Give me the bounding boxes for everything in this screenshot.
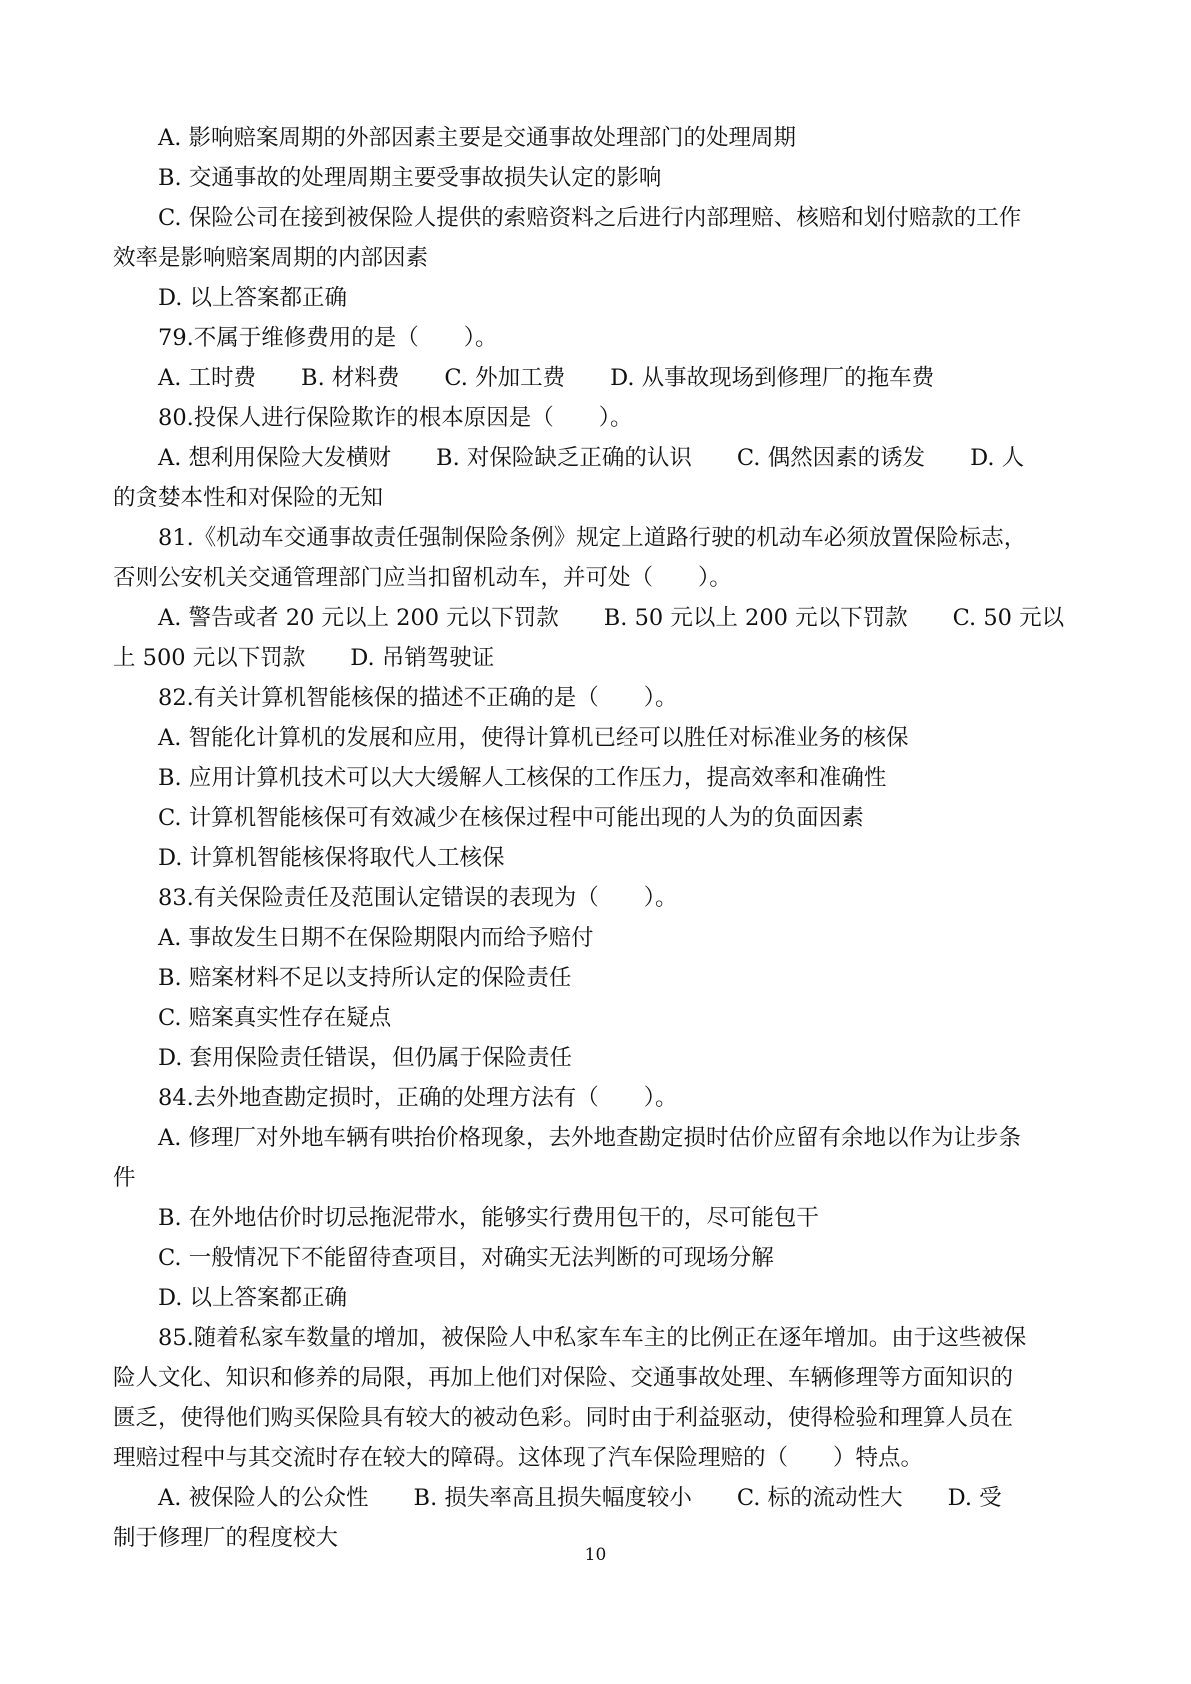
options-81: A. 警告或者 20 元以上 200 元以下罚款 B. 50 元以上 200 元以下罚款 C. 50 元以 xyxy=(158,605,1065,631)
option-line: A. 智能化计算机的发展和应用，使得计算机已经可以胜任对标准业务的核保 xyxy=(158,725,909,751)
option-line: D. 以上答案都正确 xyxy=(158,285,348,311)
question-82: 82.有关计算机智能核保的描述不正确的是（ ）。 xyxy=(158,685,678,711)
options-80: A. 想利用保险大发横财 B. 对保险缺乏正确的认识 C. 偶然因素的诱发 D. 人 xyxy=(158,445,1025,471)
option-line: C. 计算机智能核保可有效减少在核保过程中可能出现的人为的负面因素 xyxy=(158,805,864,831)
option-line: A. 影响赔案周期的外部因素主要是交通事故处理部门的处理周期 xyxy=(158,125,797,151)
option-line: D. 以上答案都正确 xyxy=(158,1285,348,1311)
question-80: 80.投保人进行保险欺诈的根本原因是（ ）。 xyxy=(158,405,633,431)
question-85-continuation: 匮乏，使得他们购买保险具有较大的被动色彩。同时由于利益驱动，使得检验和理算人员在 xyxy=(113,1405,1014,1431)
page-content xyxy=(113,118,1083,1558)
option-continuation-line: 件 xyxy=(113,1165,136,1191)
option-line: A. 修理厂对外地车辆有哄抬价格现象，去外地查勘定损时估价应留有余地以作为让步条 xyxy=(158,1125,1022,1151)
question-85-continuation: 险人文化、知识和修养的局限，再加上他们对保险、交通事故处理、车辆修理等方面知识的 xyxy=(113,1365,1014,1391)
option-line: A. 事故发生日期不在保险期限内而给予赔付 xyxy=(158,925,594,951)
options-85: A. 被保险人的公众性 B. 损失率高且损失幅度较小 C. 标的流动性大 D. 受 xyxy=(158,1485,1002,1511)
options-80-continuation: 的贪婪本性和对保险的无知 xyxy=(113,485,384,511)
question-85: 85.随着私家车数量的增加，被保险人中私家车车主的比例正在逐年增加。由于这些被保 xyxy=(158,1325,1027,1351)
option-line: D. 计算机智能核保将取代人工核保 xyxy=(158,845,505,871)
option-line: D. 套用保险责任错误，但仍属于保险责任 xyxy=(158,1045,573,1071)
question-84: 84.去外地查勘定损时，正确的处理方法有（ ）。 xyxy=(158,1085,678,1111)
option-line: B. 应用计算机技术可以大大缓解人工核保的工作压力，提高效率和准确性 xyxy=(158,765,887,791)
page-number: 10 xyxy=(584,1545,607,1565)
question-79: 79.不属于维修费用的是（ ）。 xyxy=(158,325,498,351)
question-81-continuation: 否则公安机关交通管理部门应当扣留机动车，并可处（ ）。 xyxy=(113,565,732,591)
options-85-continuation: 制于修理厂的程度校大 xyxy=(113,1525,339,1551)
question-81: 81.《机动车交通事故责任强制保险条例》规定上道路行驶的机动车必须放置保险标志， xyxy=(158,525,1027,551)
question-85-continuation: 理赔过程中与其交流时存在较大的障碍。这体现了汽车保险理赔的（ ）特点。 xyxy=(113,1445,924,1471)
option-line: C. 赔案真实性存在疑点 xyxy=(158,1005,392,1031)
option-line: B. 在外地估价时切忌拖泥带水，能够实行费用包干的，尽可能包干 xyxy=(158,1205,819,1231)
question-83: 83.有关保险责任及范围认定错误的表现为（ ）。 xyxy=(158,885,678,911)
option-line: C. 保险公司在接到被保险人提供的索赔资料之后进行内部理赔、核赔和划付赔款的工作 xyxy=(158,205,1022,231)
option-line: C. 一般情况下不能留待查项目，对确实无法判断的可现场分解 xyxy=(158,1245,774,1271)
options-81-continuation: 上 500 元以下罚款 D. 吊销驾驶证 xyxy=(113,645,495,671)
option-line: B. 交通事故的处理周期主要受事故损失认定的影响 xyxy=(158,165,662,191)
option-line: B. 赔案材料不足以支持所认定的保险责任 xyxy=(158,965,572,991)
option-continuation-line: 效率是影响赔案周期的内部因素 xyxy=(113,245,429,271)
options-79: A. 工时费 B. 材料费 C. 外加工费 D. 从事故现场到修理厂的拖车费 xyxy=(158,365,935,391)
